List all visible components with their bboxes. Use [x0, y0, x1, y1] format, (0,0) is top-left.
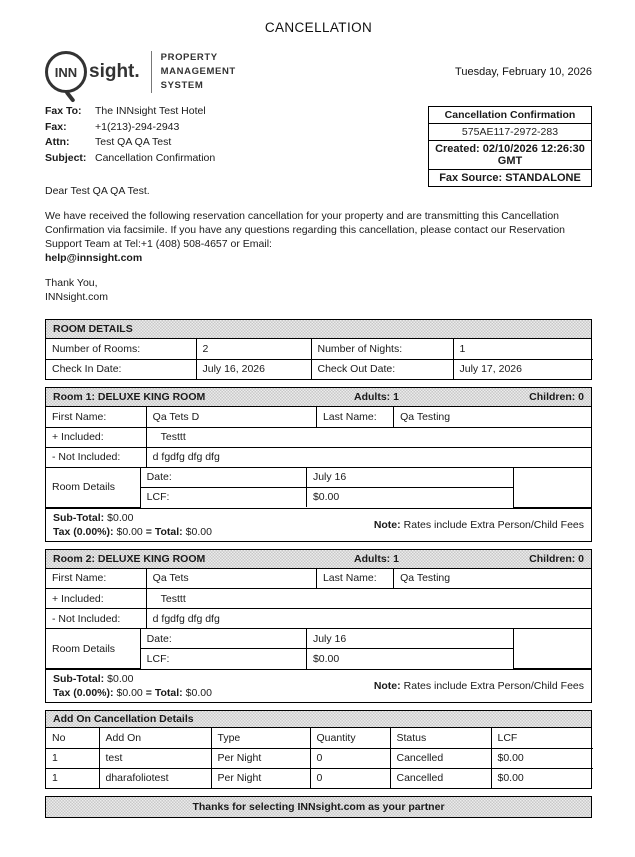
note-label: Note: — [373, 680, 401, 692]
attn-value: Test QA QA Test — [95, 136, 172, 148]
fax-to-label: Fax To: — [45, 105, 82, 117]
subtotal-label: Sub-Total: — [53, 673, 105, 685]
col-addon: Add On — [99, 728, 211, 748]
addon-lcf: $0.00 — [491, 768, 593, 788]
total-value: $0.00 — [185, 525, 212, 538]
addon-name: dharafoliotest — [99, 768, 211, 788]
addon-no: 1 — [46, 748, 99, 768]
subtotal-value: $0.00 — [107, 511, 134, 524]
rates-note — [374, 679, 584, 693]
addon-quantity: 0 — [310, 768, 390, 788]
room-2-totals-row — [46, 669, 591, 702]
confirmation-created: Created: 02/10/2026 12:26:30 GMT — [429, 141, 591, 170]
logo-inn-text: INN — [54, 64, 78, 80]
table-row — [46, 447, 591, 467]
note-text: Rates include Extra Person/Child Fees — [403, 518, 584, 531]
col-type: Type — [211, 728, 310, 748]
logo-sight-text: sight. — [89, 61, 140, 82]
room-1-totals-row — [46, 508, 591, 541]
date-value: July 16 — [306, 629, 513, 649]
subject-label: Subject: — [45, 151, 87, 164]
first-name-label: First Name: — [46, 407, 146, 427]
room-details-header-bar — [46, 320, 591, 339]
room-2-section — [45, 549, 592, 704]
included-label: + Included: — [46, 589, 146, 609]
first-name-value: Qa Tets — [146, 569, 316, 589]
addon-status: Cancelled — [390, 768, 491, 788]
number-of-rooms-value: 2 — [196, 339, 311, 359]
subject-value: Cancellation Confirmation — [95, 151, 216, 164]
tax-value: $0.00 — [116, 687, 143, 699]
addon-lcf: $0.00 — [491, 748, 593, 768]
tax-total-line — [53, 525, 212, 539]
room-1-title: Room 1: DELUXE KING ROOM — [53, 391, 206, 403]
addon-type: Per Night — [211, 768, 310, 788]
room-details-cell-label: Room Details — [46, 629, 140, 669]
total-value: $0.00 — [185, 687, 212, 699]
lcf-label: LCF: — [140, 649, 306, 669]
room-1-section — [45, 387, 592, 542]
lcf-value: $0.00 — [306, 649, 513, 669]
subtotal-label: Sub-Total: — [53, 511, 105, 524]
addon-name: test — [99, 748, 211, 768]
lcf-label: LCF: — [140, 487, 306, 507]
magnifier-lens — [45, 51, 87, 93]
total-label: = Total: — [145, 525, 183, 538]
tax-total-line — [53, 686, 212, 700]
tax-label: Tax (0.00%): — [53, 687, 114, 699]
addon-header-bar — [46, 711, 591, 728]
lcf-value: $0.00 — [306, 487, 513, 507]
room-1-header-bar — [46, 388, 591, 407]
included-value: Testtt — [146, 589, 591, 609]
date-value: July 16 — [306, 467, 513, 487]
logo-subtitle-line: PROPERTY — [160, 52, 218, 64]
table-row — [46, 427, 591, 447]
table-row — [46, 589, 591, 609]
not-included-value: d fgdfg dfg dfg — [146, 609, 591, 629]
footer-banner — [45, 796, 592, 818]
room-details-table — [46, 339, 593, 379]
addon-section — [45, 710, 592, 789]
subtotal-line — [53, 511, 212, 525]
room-1-adults: Adults: 1 — [354, 391, 399, 403]
rates-note — [374, 518, 584, 532]
last-name-value: Qa Testing — [394, 569, 591, 589]
room-1-children: Children: 0 — [529, 391, 584, 403]
footer-text: Thanks for selecting INNsight.com as your partner — [192, 801, 445, 813]
signature-line: INNsight.com — [45, 291, 109, 303]
room-2-adults: Adults: 1 — [354, 552, 399, 565]
date-label: Date: — [140, 467, 306, 487]
note-text: Rates include Extra Person/Child Fees — [403, 680, 584, 692]
room-details-title: ROOM DETAILS — [53, 323, 133, 335]
col-no: No — [46, 728, 99, 748]
date-label: Date: — [140, 629, 306, 649]
room-1-table — [46, 407, 591, 508]
tax-value: $0.00 — [116, 525, 143, 538]
addon-quantity: 0 — [310, 748, 390, 768]
logo-subtitle-line: MANAGEMENT — [160, 66, 236, 78]
room-2-children: Children: 0 — [529, 552, 584, 565]
confirmation-number: 575AE117-2972-283 — [429, 124, 591, 141]
subtotal-value: $0.00 — [107, 673, 134, 685]
logo-subtitle — [161, 51, 236, 92]
included-value: Testtt — [146, 427, 591, 447]
check-in-label: Check In Date: — [46, 359, 196, 379]
document-date: Tuesday, February 10, 2026 — [455, 66, 592, 78]
tax-label: Tax (0.00%): — [53, 525, 114, 538]
addon-status: Cancelled — [390, 748, 491, 768]
addon-column-header-row — [46, 728, 593, 748]
table-row — [46, 339, 593, 359]
letter-paragraph: We have received the following reservation cancellation for your property and are transmitting this Cancellation Confirmation via facsimile. If you have any questions regarding this cancellation, please contact our Reservation Support Team at Tel:+1 (408) 508-4657 or Email: — [45, 210, 566, 250]
last-name-label: Last Name: — [316, 407, 393, 427]
table-row — [46, 569, 591, 589]
addon-no: 1 — [46, 768, 99, 788]
table-row — [46, 359, 593, 379]
addon-title: Add On Cancellation Details — [53, 713, 194, 725]
not-included-label: - Not Included: — [46, 447, 146, 467]
totals-left — [53, 511, 212, 539]
fax-number-label: Fax: — [45, 120, 67, 133]
addon-type: Per Night — [211, 748, 310, 768]
check-out-label: Check Out Date: — [311, 359, 453, 379]
table-row — [46, 748, 593, 768]
not-included-label: - Not Included: — [46, 609, 146, 629]
note-label: Note: — [373, 518, 401, 531]
fax-number-value: +1(213)-294-2943 — [95, 120, 180, 133]
magnifier-icon — [45, 51, 87, 93]
table-row — [46, 629, 591, 649]
room-2-header-bar — [46, 550, 591, 569]
col-lcf: LCF — [491, 728, 593, 748]
totals-left — [53, 672, 212, 700]
document-header — [45, 48, 592, 96]
addon-table — [46, 728, 593, 788]
room-details-section — [45, 319, 592, 380]
document-title: CANCELLATION — [264, 20, 373, 35]
number-of-nights-value: 1 — [453, 339, 593, 359]
last-name-value: Qa Testing — [394, 407, 591, 427]
empty-cell — [514, 467, 591, 507]
greeting: Dear Test QA QA Test. — [45, 185, 150, 197]
fax-to-value: The INNsight Test Hotel — [95, 105, 206, 117]
number-of-nights-label: Number of Nights: — [311, 339, 453, 359]
attn-label: Attn: — [45, 136, 70, 148]
support-email: help@innsight.com — [45, 252, 143, 264]
check-in-value: July 16, 2026 — [196, 359, 311, 379]
col-status: Status — [390, 728, 491, 748]
empty-cell — [514, 629, 591, 669]
table-row — [46, 609, 591, 629]
first-name-label: First Name: — [46, 569, 146, 589]
fax-info-section — [45, 104, 592, 184]
logo-divider — [151, 51, 152, 93]
table-row — [46, 407, 591, 427]
confirmation-box-title: Cancellation Confirmation — [429, 107, 591, 124]
fax-source: Fax Source: STANDALONE — [439, 172, 581, 184]
room-2-title: Room 2: DELUXE KING ROOM — [53, 552, 206, 565]
room-2-table — [46, 569, 591, 670]
number-of-rooms-label: Number of Rooms: — [46, 339, 196, 359]
table-row — [46, 768, 593, 788]
thank-you-line: Thank You, — [45, 277, 98, 289]
last-name-label: Last Name: — [316, 569, 393, 589]
check-out-value: July 17, 2026 — [453, 359, 593, 379]
cancellation-confirmation-box — [428, 106, 592, 187]
letter-body — [45, 184, 592, 304]
subtotal-line — [53, 672, 212, 686]
table-row — [46, 467, 591, 487]
not-included-value: d fgdfg dfg dfg — [146, 447, 591, 467]
col-quantity: Quantity — [310, 728, 390, 748]
room-details-cell-label: Room Details — [46, 467, 140, 507]
included-label: + Included: — [46, 427, 146, 447]
innsight-logo — [45, 51, 236, 93]
logo-subtitle-line: SYSTEM — [160, 79, 204, 91]
total-label: = Total: — [145, 687, 183, 699]
first-name-value: Qa Tets D — [146, 407, 316, 427]
